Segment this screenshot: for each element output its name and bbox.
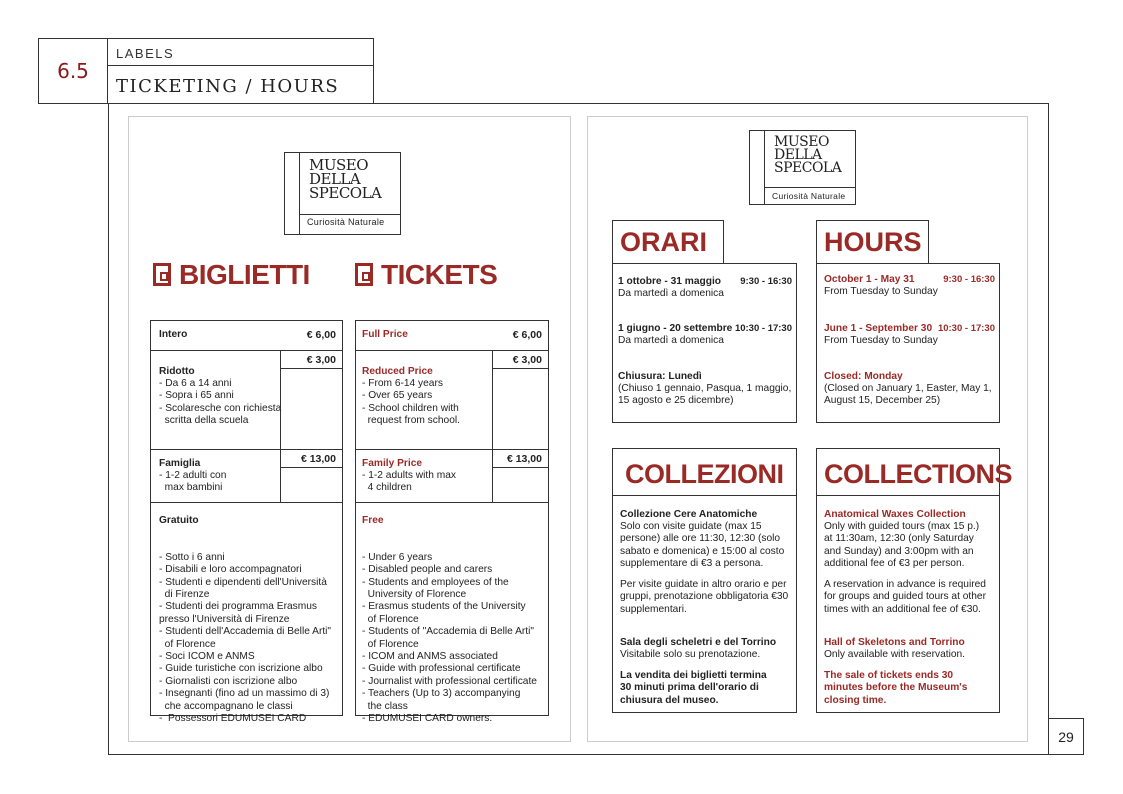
family-price-space (280, 467, 343, 503)
section-title: TICKETING / HOURS (107, 65, 374, 104)
ticket-row-family-en: Family Price - 1-2 adults with max 4 children (355, 449, 493, 503)
page-number: 29 (1048, 718, 1084, 755)
reduced-list: - Da 6 a 14 anni - Sopra i 65 anni - Scolaresche con richiesta scritta della scuela (159, 378, 282, 427)
museum-logo: MUSEO DELLA SPECOLA Curiosità Naturale (749, 130, 856, 205)
tickets-en-title: TICKETS (355, 259, 497, 291)
family-price-space-en (492, 467, 549, 503)
family-price-box-en: € 13,00 (492, 449, 549, 468)
ticket-row-family: Famiglia - 1-2 adulti con max bambini (150, 449, 281, 503)
ticket-row-full-en: Full Price € 6,00 (355, 320, 549, 351)
free-list: - Sotto i 6 anni - Disabili e loro accompagnatori - Studenti e dipendenti dell'Università di Firenze - Studenti dei programma Erasmus presso l'Università di Firenze - Studenti dell'Accademia di Belle Arti" of Florence - Soci ICOM e ANMS - Guide turistiche con iscrizione albo - Giornalisti con iscrizione albo - Insegnanti (fino ad un massimo di 3) che accompagnano le classi - Possessori EDUMUSEI CARD (159, 551, 332, 725)
section-number: 6.5 (38, 38, 108, 104)
hours-en-title: HOURS (816, 220, 929, 264)
collections-en-box: COLLECTIONS Anatomical Waxes Collection Only with guided tours (max 15 p.) at 11:30am, 12:30 (only Saturday and Sunday) and 3:00pm with an additional fee of €3 per person. A reservation in advance is required for groups and guided tours at other times with an additional fee of €30. Hall of Skeletons and Torrino Only available with reservation. The sale of tickets ends 30 minutes before the Museum's closing time. (816, 448, 1000, 713)
ticket-row-reduced: Ridotto - Da 6 a 14 anni - Sopra i 65 anni - Scolaresche con richiesta scritta della scuela (150, 350, 281, 450)
ticket-row-free-en: Free - Under 6 years - Disabled people and carers - Students and employees of the University of Florence - Erasmus students of the University of Florence - Students of "Accademia di Belle Arti" of Florence - ICOM and ANMS associated - Guide with professional certificate - Journalist with professional certificate - Teachers (Up to 3) accompanying the class - EDUMUSEI CARD owners. (355, 502, 549, 716)
family-price-box: € 13,00 (280, 449, 343, 468)
hours-it-title: ORARI (612, 220, 724, 264)
tickets-panel (128, 116, 571, 742)
hours-en-box: October 1 - May 31 9:30 - 16:30 From Tuesday to Sunday June 1 - September 30 10:30 - 17:30 From Tuesday to Sunday Closed: Monday (Closed on January 1, Easter, May 1, August 15, December 25) (816, 263, 1000, 423)
ticket-row-free: Gratuito - Sotto i 6 anni - Disabili e loro accompagnatori - Studenti e dipendenti dell'Università di Firenze - Studenti dei programma Erasmus presso l'Università di Firenze - Studenti dell'Accademia di Belle Arti" of Florence - Soci ICOM e ANMS - Guide turistiche con iscrizione albo - Giornalisti con iscrizione albo - Insegnanti (fino ad un massimo di 3) che accompagnano le classi - Possessori EDUMUSEI CARD (150, 502, 343, 716)
collections-it-box: COLLEZIONI Collezione Cere Anatomiche Solo con visite guidate (max 15 persone) alle ore 11:30, 12:30 (solo sabato e domenica) e 15:00 al costo supplementare di €3 a persona. Per visite guidate in altro orario e per gruppi, prenotazione obbligatoria €30 supplementari. Sala degli scheletri e del Torrino Visitabile solo su prenotazione. La vendita dei biglietti termina 30 minuti prima dell'orario di chiusura del museo. (612, 448, 797, 713)
reduced-price-space (280, 368, 343, 450)
ticket-icon (153, 263, 171, 286)
reduced-price-box-en: € 3,00 (492, 350, 549, 369)
reduced-price-box: € 3,00 (280, 350, 343, 369)
reduced-price-space-en (492, 368, 549, 450)
collections-it-title: COLLEZIONI (625, 459, 784, 489)
tickets-it-title: BIGLIETTI (153, 259, 310, 291)
ticket-row-full: Intero € 6,00 (150, 320, 343, 351)
ticket-icon (355, 263, 373, 286)
ticket-row-reduced-en: Reduced Price - From 6-14 years - Over 65 years - School children with request from school. (355, 350, 493, 450)
section-label: LABELS (107, 38, 374, 66)
museum-logo: MUSEO DELLA SPECOLA Curiosità Naturale (284, 152, 401, 235)
hours-panel (587, 116, 1028, 742)
hours-it-box: 1 ottobre - 31 maggio 9:30 - 16:30 Da martedì a domenica 1 giugno - 20 settembre 10:30 - 17:30 Da martedì a domenica Chiusura: Lunedì (Chiuso 1 gennaio, Pasqua, 1 maggio, 15 agosto e 25 dicembre) (612, 263, 797, 423)
collections-en-title: COLLECTIONS (824, 459, 1012, 489)
